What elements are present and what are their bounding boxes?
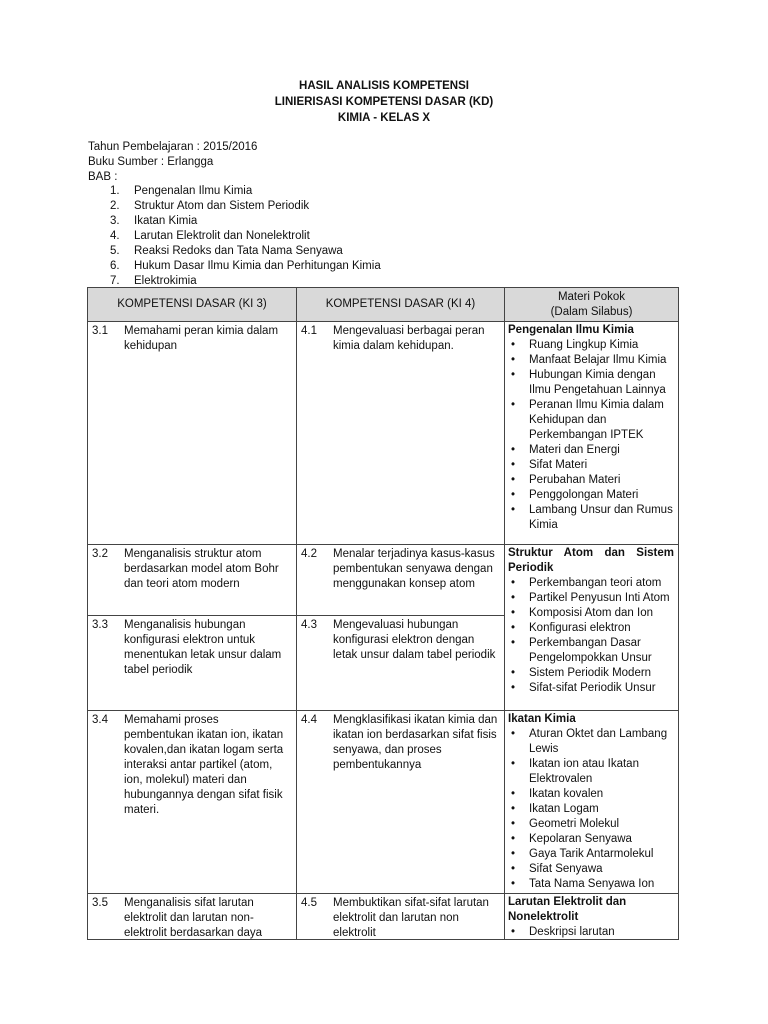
list-item: • Ikatan ion atau Ikatan Elektrovalen bbox=[508, 757, 674, 787]
list-item: • Hubungan Kimia dengan Ilmu Pengetahuan Lainnya bbox=[508, 368, 674, 398]
table-row bbox=[88, 894, 679, 940]
ki4-cell: 4.4 Mengklasifikasi ikatan kimia dan ikatan ion berdasarkan sifat fisis senyawa, dan proses pembentukannya bbox=[297, 711, 505, 894]
table-row bbox=[88, 711, 679, 894]
list-item: • Perubahan Materi bbox=[508, 473, 674, 488]
bab-item: 4. Larutan Elektrolit dan Nonelektrolit bbox=[110, 230, 310, 242]
bab-list bbox=[110, 184, 381, 289]
title-line-3: KIMIA - KELAS X bbox=[337, 112, 431, 124]
table-row bbox=[88, 322, 679, 545]
list-item: • Ikatan kovalen bbox=[508, 787, 674, 802]
table-header-row bbox=[88, 288, 679, 322]
list-item: • Deskripsi larutan bbox=[508, 925, 674, 939]
table-row bbox=[88, 545, 679, 616]
header-materi: Materi Pokok (Dalam Silabus) bbox=[505, 288, 679, 322]
bab-item: 2. Struktur Atom dan Sistem Periodik bbox=[110, 200, 310, 212]
materi-heading: Struktur Atom dan Sistem Periodik bbox=[508, 547, 674, 574]
header-ki3: KOMPETENSI DASAR (KI 3) bbox=[88, 288, 297, 322]
list-item: • Perkembangan teori atom bbox=[508, 576, 674, 591]
ki3-cell: 3.4 Memahami proses pembentukan ikatan ion, ikatan kovalen,dan ikatan logam serta interaksi antar partikel (atom, ion, molekul) materi dan hubungannya dengan sifat fisik materi. bbox=[88, 711, 297, 894]
list-item: • Sistem Periodik Modern bbox=[508, 666, 674, 681]
materi-cell bbox=[505, 894, 679, 940]
bab-item: 6. Hukum Dasar Ilmu Kimia dan Perhitungan Kimia bbox=[110, 260, 381, 272]
tahun-pembelajaran: Tahun Pembelajaran : 2015/2016 bbox=[88, 141, 258, 153]
list-item: • Ruang Lingkup Kimia bbox=[508, 338, 674, 353]
list-item: • Geometri Molekul bbox=[508, 817, 674, 832]
list-item: • Materi dan Energi bbox=[508, 443, 674, 458]
ki3-cell: 3.2 Menganalisis struktur atom berdasarkan model atom Bohr dan teori atom modern bbox=[88, 545, 297, 616]
list-item: • Aturan Oktet dan Lambang Lewis bbox=[508, 727, 674, 757]
list-item: • Sifat Senyawa bbox=[508, 862, 674, 877]
list-item: • Sifat Materi bbox=[508, 458, 674, 473]
ki4-cell: 4.2 Menalar terjadinya kasus-kasus pembentukan senyawa dengan menggunakan konsep atom bbox=[297, 545, 505, 616]
materi-heading: Pengenalan Ilmu Kimia bbox=[508, 324, 634, 336]
bab-item: 5. Reaksi Redoks dan Tata Nama Senyawa bbox=[110, 245, 343, 257]
bab-item: 3. Ikatan Kimia bbox=[110, 215, 198, 227]
list-item: • Komposisi Atom dan Ion bbox=[508, 606, 674, 621]
list-item: • Tata Nama Senyawa Ion bbox=[508, 877, 674, 892]
list-item: • Peranan Ilmu Kimia dalam Kehidupan dan Perkembangan IPTEK bbox=[508, 398, 674, 443]
list-item: • Kepolaran Senyawa bbox=[508, 832, 674, 847]
list-item: • Sifat-sifat Periodik Unsur bbox=[508, 681, 674, 696]
title-line-2: LINIERISASI KOMPETENSI DASAR (KD) bbox=[274, 96, 494, 108]
header-ki4: KOMPETENSI DASAR (KI 4) bbox=[297, 288, 505, 322]
bab-label: BAB : bbox=[88, 171, 118, 183]
buku-sumber: Buku Sumber : Erlangga bbox=[88, 156, 214, 168]
list-item: • Ikatan Logam bbox=[508, 802, 674, 817]
title-line-1: HASIL ANALISIS KOMPETENSI bbox=[299, 80, 469, 92]
ki4-cell: 4.3 Mengevaluasi hubungan konfigurasi elektron dengan letak unsur dalam tabel periodik bbox=[297, 616, 505, 711]
list-item: • Gaya Tarik Antarmolekul bbox=[508, 847, 674, 862]
ki3-cell: 3.5 Menganalisis sifat larutan elektrolit dan larutan non-elektrolit berdasarkan daya bbox=[88, 894, 297, 940]
ki4-cell: 4.5 Membuktikan sifat-sifat larutan elektrolit dan larutan non elektrolit bbox=[297, 894, 505, 940]
ki4-cell: 4.1 Mengevaluasi berbagai peran kimia dalam kehidupan. bbox=[297, 322, 505, 545]
list-item: • Konfigurasi elektron bbox=[508, 621, 674, 636]
ki3-cell: 3.3 Menganalisis hubungan konfigurasi elektron untuk menentukan letak unsur dalam tabel periodik bbox=[88, 616, 297, 711]
list-item: • Lambang Unsur dan Rumus Kimia bbox=[508, 503, 674, 533]
materi-cell bbox=[505, 545, 679, 711]
materi-heading: Larutan Elektrolit dan Nonelektrolit bbox=[508, 896, 627, 923]
list-item: • Perkembangan Dasar Pengelompokkan Unsur bbox=[508, 636, 674, 666]
materi-cell bbox=[505, 711, 679, 894]
list-item: • Penggolongan Materi bbox=[508, 488, 674, 503]
materi-heading: Ikatan Kimia bbox=[508, 713, 576, 725]
list-item: • Manfaat Belajar Ilmu Kimia bbox=[508, 353, 674, 368]
ki3-cell: 3.1 Memahami peran kimia dalam kehidupan bbox=[88, 322, 297, 545]
materi-cell bbox=[505, 322, 679, 545]
bab-item: 1. Pengenalan Ilmu Kimia bbox=[110, 185, 253, 197]
list-item: • Partikel Penyusun Inti Atom bbox=[508, 591, 674, 606]
kompetensi-table bbox=[87, 287, 679, 940]
bab-item: 7. Elektrokimia bbox=[110, 275, 197, 287]
